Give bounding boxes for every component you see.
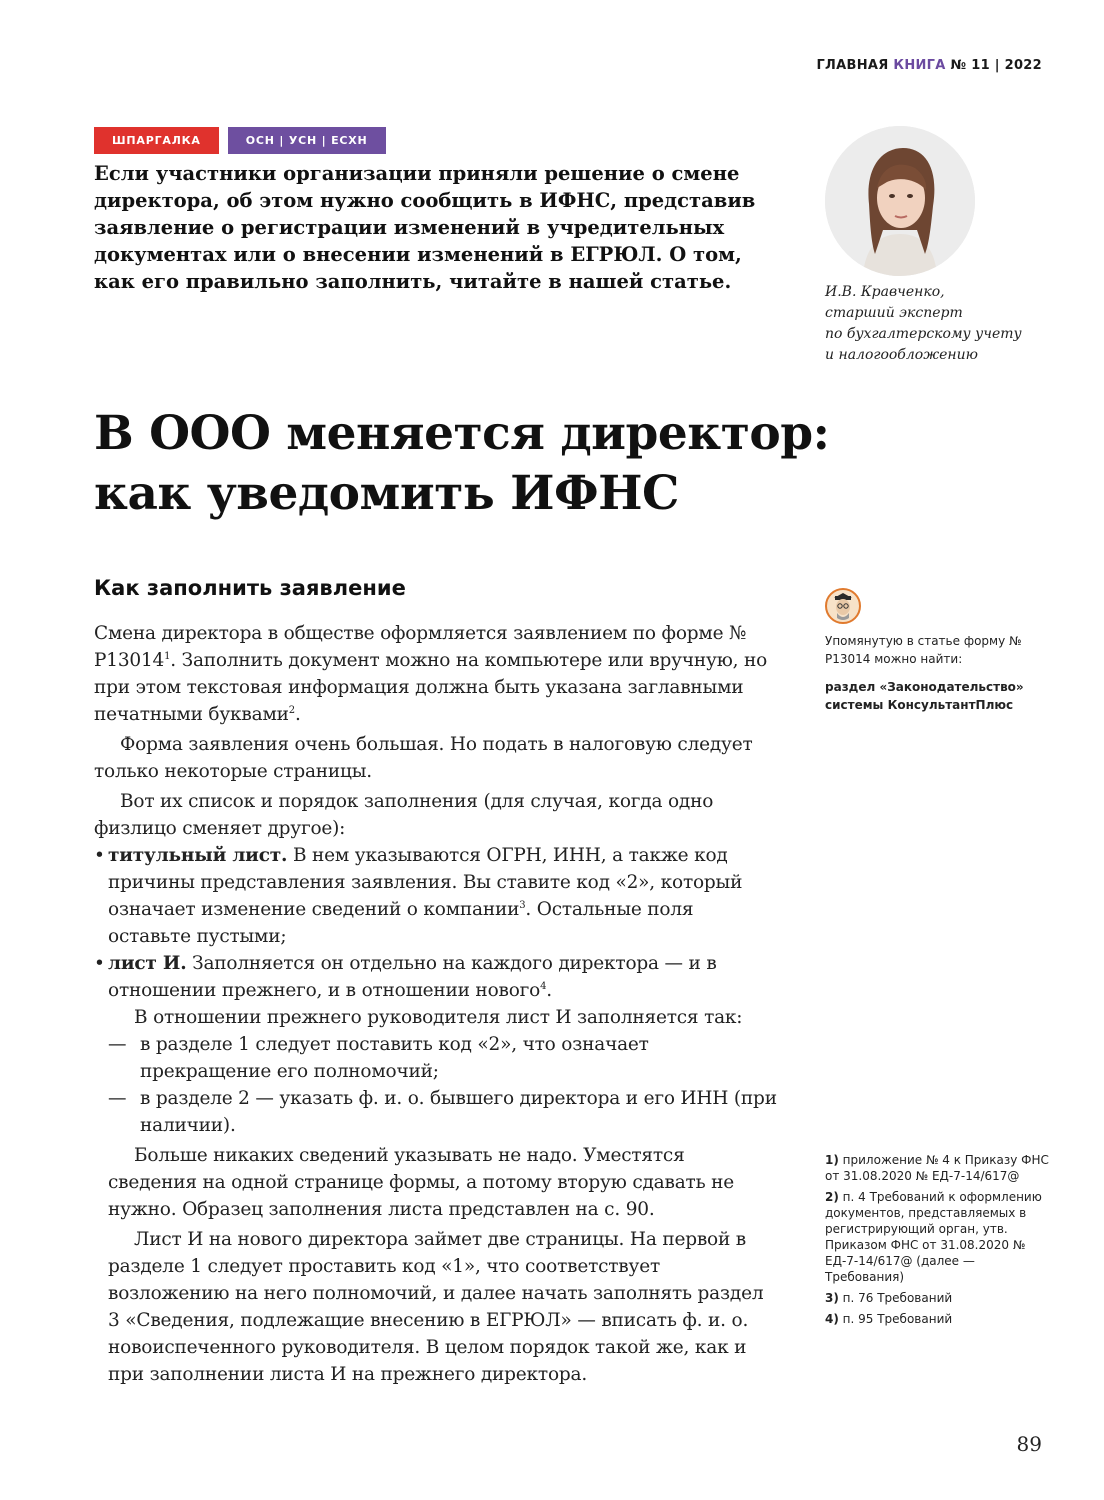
footnote-text: п. 76 Требований: [842, 1291, 953, 1305]
footnote-number: 2): [825, 1190, 839, 1204]
bullet-mark: •: [94, 845, 105, 866]
page-number: 89: [1016, 1432, 1042, 1456]
dash-mark: —: [108, 1034, 127, 1055]
footnote-number: 1): [825, 1153, 839, 1167]
dash-mark: —: [108, 1088, 127, 1109]
text-run: в разделе 2 — указать ф. и. о. бывшего директора и его ИНН (при наличии).: [140, 1088, 777, 1136]
section-heading: Как заполнить заявление: [94, 576, 406, 600]
author-role-line: старший эксперт: [825, 305, 963, 321]
author-portrait-icon: [825, 126, 975, 276]
footnote-number: 4): [825, 1312, 839, 1326]
tag-row: [94, 127, 386, 154]
author-name: И.В. Кравченко,: [825, 284, 945, 300]
lead-paragraph: Если участники организации приняли решение о смене директора, об этом нужно сообщить в ИФНС, представив заявление о регистрации изменений в учредительных документах или о внесении изменений в ЕГРЮЛ. О том, как его правильно заполнить, читайте в нашей статье.: [94, 162, 756, 293]
paragraph: Лист И на нового директора займет две страницы. На первой в разделе 1 следует проставить код «1», что соответствует возложению на него полномочий, и далее начать заполнять раздел 3 «Сведения, подлежащие внесению в ЕГРЮЛ» — вписать ф. и. о. новоиспеченного руководителя. В целом порядок такой же, как и при заполнении листа И на прежнего директора.: [108, 1229, 764, 1385]
author-role-line: и налогообложению: [825, 347, 978, 363]
text-run: В нем указываются ОГРН, ИНН, а также код причины представления заявления. Вы ставите код «2», который означает изменение сведений о компании: [108, 845, 743, 920]
footnote-number: 3): [825, 1291, 839, 1305]
footnote: [825, 1290, 1055, 1306]
footnote-ref: 3: [519, 899, 526, 911]
side-note-text: Упомянутую в статье форму № Р13014 можно найти:: [825, 634, 1022, 666]
text-run: .: [546, 980, 552, 1001]
list-item: [94, 842, 778, 950]
author-photo: [825, 126, 975, 276]
footnote-ref: 1: [164, 650, 171, 662]
author-caption: [825, 282, 1022, 366]
article-body: [94, 620, 778, 1388]
footnote: [825, 1189, 1055, 1285]
list-item: [94, 950, 778, 1004]
bullet-label: лист И.: [108, 953, 187, 974]
text-run: . Остальные поля оставьте пустыми;: [108, 899, 694, 947]
consultant-plus-icon: [825, 588, 861, 624]
article-title: [94, 404, 854, 524]
title-line: В ООО меняется директор:: [94, 406, 830, 461]
magazine-header: [816, 58, 1042, 73]
text-run: в разделе 1 следует поставить код «2», что означает прекращение его полномочий;: [140, 1034, 649, 1082]
category-tag: ШПАРГАЛКА: [94, 127, 219, 154]
list-item: [94, 1031, 778, 1085]
brand-main: ГЛАВНАЯ: [816, 58, 889, 73]
list-item: [94, 1085, 778, 1139]
text-run: . Заполнить документ можно на компьютере или вручную, но при этом текстовая информация должна быть указана заглавными печатными буквами: [94, 650, 768, 725]
footnote: [825, 1152, 1055, 1184]
footnotes: [825, 1152, 1055, 1332]
issue-number: № 11 | 2022: [950, 58, 1042, 73]
brand-accent: КНИГА: [893, 58, 946, 73]
author-role-line: по бухгалтерскому учету: [825, 326, 1022, 342]
bullet-label: титульный лист.: [108, 845, 288, 866]
paragraph: В отношении прежнего руководителя лист И заполняется так:: [134, 1007, 743, 1028]
footnote-ref: 2: [288, 704, 295, 716]
footnote: [825, 1311, 1055, 1327]
side-note: [825, 632, 1055, 714]
paragraph: [94, 620, 778, 728]
text-run: Заполняется он отдельно на каждого директора — и в отношении прежнего, и в отношении нового: [108, 953, 717, 1001]
bullet-mark: •: [94, 953, 105, 974]
paragraph: Больше никаких сведений указывать не надо. Уместятся сведения на одной странице формы, а потому вторую сдавать не нужно. Образец заполнения листа представлен на с. 90.: [108, 1145, 735, 1220]
side-note-link: раздел «Законодательство» системы КонсультантПлюс: [825, 680, 1024, 712]
footnote-ref: 4: [540, 980, 547, 992]
paragraph: Форма заявления очень большая. Но подать в налоговую следует только некоторые страницы.: [94, 734, 753, 782]
footnote-text: п. 4 Требований к оформлению документов, представляемых в регистрирующий орган, утв. Приказом ФНС от 31.08.2020 № ЕД-7-14/617@ (далее — Требования): [825, 1190, 1042, 1284]
footnote-text: приложение № 4 к Приказу ФНС от 31.08.2020 № ЕД-7-14/617@: [825, 1153, 1049, 1183]
regime-tag: ОСН | УСН | ЕСХН: [228, 127, 386, 154]
footnote-text: п. 95 Требований: [842, 1312, 953, 1326]
text-run: .: [294, 704, 301, 725]
title-line: как уведомить ИФНС: [94, 466, 679, 521]
text-run: Смена директора в обществе оформляется заявлением по форме № Р13014: [94, 623, 747, 671]
paragraph: Вот их список и порядок заполнения (для случая, когда одно физлицо сменяет другое):: [94, 791, 714, 839]
